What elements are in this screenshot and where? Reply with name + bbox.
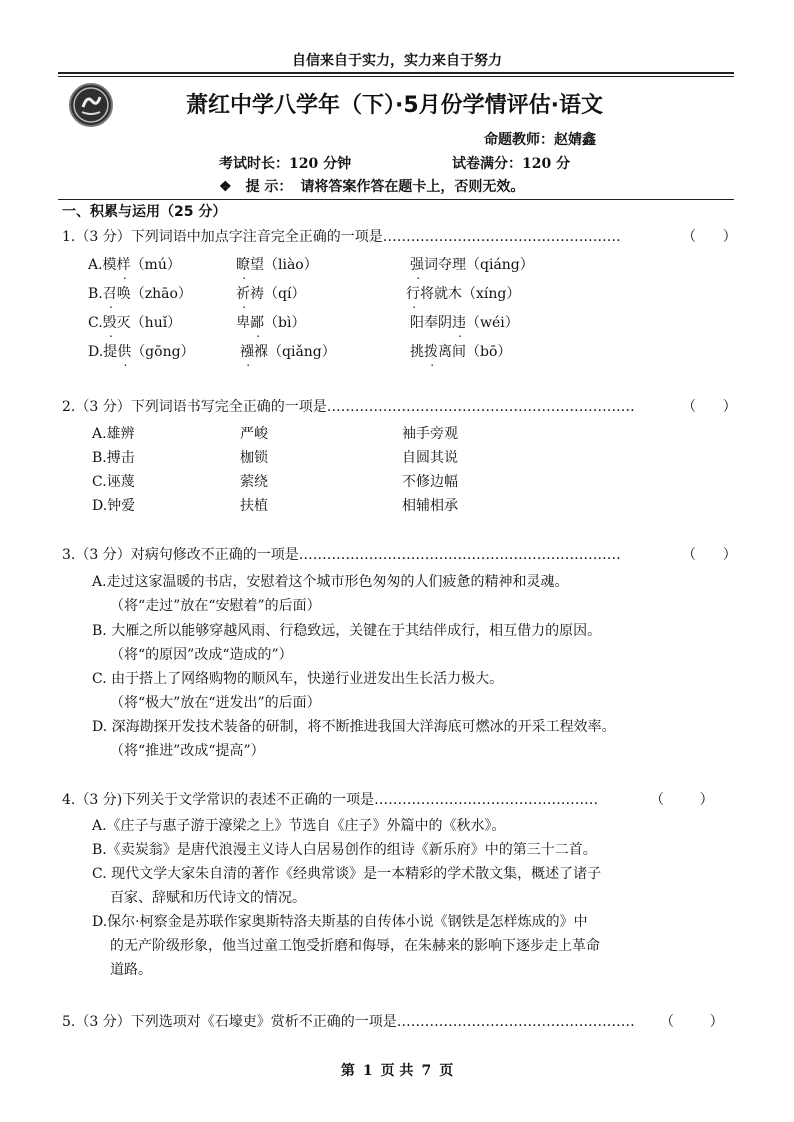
- question-2-answer-paren: （ ）: [682, 399, 737, 415]
- q1-option-d-2: 襁褓（qiǎng）: [240, 344, 336, 360]
- q3-option-a: A.走过这家温暖的书店，安慰着这个城市形色匆匆的人们疲惫的精神和灵魂。: [92, 574, 569, 590]
- q2-option-a-2: 严峻: [240, 426, 268, 442]
- footer-page-mid: 页 共: [380, 1063, 414, 1079]
- footer-page-end: 页: [439, 1063, 454, 1079]
- header-rule-thick: [58, 72, 734, 74]
- exam-teacher: 命题教师：赵婧鑫: [484, 132, 596, 148]
- q3-option-a-note: （将“走过”放在“安慰着”的后面）: [110, 598, 321, 614]
- page-title: 萧红中学八学年（下）·5月份学情评估·语文: [186, 93, 604, 118]
- school-logo: [69, 83, 113, 127]
- exam-duration: 考试时长：120 分钟: [219, 156, 352, 172]
- q4-option-d-cont-1: 的无产阶级形象，他当过童工饱受折磨和侮辱，在朱赫来的影响下逐步走上革命: [110, 938, 600, 954]
- q2-option-a-1: A.雄辨: [92, 426, 135, 442]
- footer-page-word: 第: [340, 1063, 355, 1079]
- q1-option-c-3: 阳奉阴违（wéi）: [410, 315, 519, 331]
- q2-option-a-3: 袖手旁观: [402, 426, 458, 442]
- q2-option-b-2: 枷锁: [240, 450, 268, 466]
- q1-option-c-2: 卑鄙（bì）: [236, 315, 306, 331]
- hint-label: 提 示：: [245, 179, 293, 195]
- q1-option-b-3: 行将就木（xíng）: [406, 286, 521, 302]
- q1-option-d-1: D.提供（gōng）: [88, 344, 195, 360]
- q3-option-c-note: （将“极大”放在“迸发出”的后面）: [110, 695, 321, 711]
- question-3-answer-paren: （ ）: [682, 547, 737, 563]
- q1-option-b-1: B.召唤（zhāo）: [88, 286, 192, 302]
- hint-text: 请将答案作答在题卡上，否则无效。: [300, 179, 525, 195]
- q1-option-d-3: 挑拨离间（bō）: [410, 344, 512, 360]
- question-1-stem: 1.（3 分）下列词语中加点字注音完全正确的一项是……………………………………………: [62, 229, 621, 245]
- q4-option-c-cont: 百家、辞赋和历代诗文的情况。: [110, 890, 306, 906]
- q1-option-a-2: 瞭望（liào）: [236, 257, 318, 273]
- section-title: 一、积累与运用（25 分）: [62, 204, 227, 220]
- q2-option-b-3: 自圆其说: [402, 450, 458, 466]
- section-rule: [58, 199, 734, 200]
- q3-option-d-note: （将“推进”改成“提高”）: [110, 743, 265, 759]
- footer-page-number: 1: [362, 1063, 373, 1079]
- header-motto: 自信来自于实力，实力来自于努力: [292, 53, 502, 69]
- q2-option-c-3: 不修边幅: [402, 474, 458, 490]
- question-5-stem: 5.（3 分）下列选项对《石壕吏》赏析不正确的一项是……………………………………………: [62, 1014, 635, 1030]
- q1-option-c-1: C.毁灭（huǐ）: [88, 315, 182, 331]
- q2-option-d-2: 扶植: [240, 498, 268, 514]
- q2-option-c-1: C.诬蔑: [92, 474, 135, 490]
- q4-option-d: D.保尔·柯察金是苏联作家奥斯特洛夫斯基的自传体小说《钢铁是怎样炼成的》中: [92, 914, 588, 930]
- q3-option-c: C. 由于搭上了网络购物的顺风车，快递行业迸发出生长活力极大。: [92, 671, 504, 687]
- question-3-stem: 3.（3 分）对病句修改不正确的一项是……………………………………………………………: [62, 547, 621, 563]
- q4-option-c: C. 现代文学大家朱自清的著作《经典常谈》是一本精彩的学术散文集，概述了诸子: [92, 866, 602, 882]
- q2-option-d-3: 相辅相承: [402, 498, 458, 514]
- q2-option-b-1: B.搏击: [92, 450, 135, 466]
- exam-hint: [219, 176, 524, 196]
- q3-option-b: B. 大雁之所以能够穿越风雨、行稳致远，关键在于其结伴成行，相互借力的原因。: [92, 623, 602, 639]
- exam-full-score: 试卷满分：120 分: [452, 156, 571, 172]
- q2-option-c-2: 萦绕: [240, 474, 268, 490]
- q3-option-d: D. 深海勘探开发技术装备的研制，将不断推进我国大洋海底可燃冰的开采工程效率。: [92, 719, 616, 735]
- q1-option-a-3: 强词夺理（qiáng）: [410, 257, 534, 273]
- q4-option-d-cont-2: 道路。: [110, 962, 152, 978]
- q2-option-d-1: D.钟爱: [92, 498, 136, 514]
- footer-total-pages: 7: [421, 1063, 432, 1079]
- header-rule-thin: [58, 76, 734, 77]
- question-4-answer-paren: （ ）: [650, 792, 714, 808]
- q4-option-a: A.《庄子与惠子游于濠梁之上》节选自《庄子》外篇中的《秋水》。: [92, 818, 506, 834]
- question-4-stem: 4.（3 分)下列关于文学常识的表述不正确的一项是…………………………………………: [62, 792, 599, 808]
- diamond-icon: ❖: [219, 179, 232, 195]
- q4-option-b: B.《卖炭翁》是唐代浪漫主义诗人白居易创作的组诗《新乐府》中的第三十二首。: [92, 842, 597, 858]
- question-2-stem: 2.（3 分）下列词语书写完全正确的一项是…………………………………………………………: [62, 399, 635, 415]
- question-5-answer-paren: （ ）: [660, 1014, 724, 1030]
- q3-option-b-note: （将“的原因”改成“造成的”）: [110, 647, 293, 663]
- page-footer: [0, 1060, 794, 1080]
- question-1-answer-paren: （ ）: [682, 229, 737, 245]
- q1-option-b-2: 祈祷（qí）: [236, 286, 306, 302]
- q1-option-a-1: A.模样（mú）: [88, 257, 181, 273]
